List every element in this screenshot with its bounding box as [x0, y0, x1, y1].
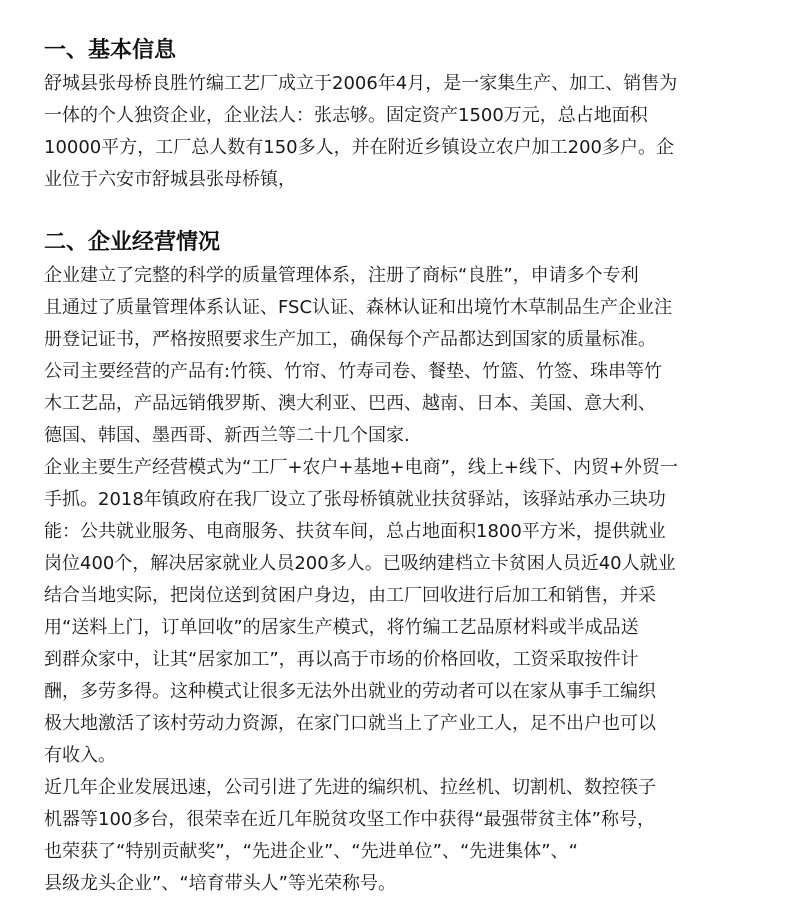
- section-title-basic-info: 一、基本信息: [44, 38, 177, 63]
- text-line: 木工艺品，产品远销俄罗斯、澳大利亚、巴西、越南、日本、美国、意大利、: [44, 393, 656, 414]
- text-line: 酬，多劳多得。这种模式让很多无法外出就业的劳动者可以在家从事手工编织: [44, 681, 656, 702]
- text-line: 舒城县张母桥良胜竹编工艺厂成立于2006年4月，是一家集生产、加工、销售为: [44, 73, 678, 94]
- section-business-operations: [44, 228, 744, 900]
- text-line: 10000平方，工厂总人数有150多人，并在附近乡镇设立农户加工200多户。企: [44, 137, 674, 158]
- text-line: 企业建立了完整的科学的质量管理体系，注册了商标“良胜”，申请多个专利: [44, 265, 639, 286]
- text-line: 也荣获了“特别贡献奖”，“先进企业”、“先进单位”、“先进集体”、“: [44, 841, 578, 862]
- text-line: 手抓。2018年镇政府在我厂设立了张母桥镇就业扶贫驿站，该驿站承办三块功: [44, 489, 666, 510]
- section-basic-info: [44, 36, 744, 196]
- text-line: 用“送料上门，订单回收”的居家生产模式，将竹编工艺品原材料或半成品送: [44, 617, 639, 638]
- text-line: 到群众家中，让其“居家加工”，再以高于市场的价格回收，工资采取按件计: [44, 649, 639, 670]
- text-line: 有收入。: [44, 745, 116, 766]
- paragraph-basic-info: [44, 68, 744, 196]
- section-title-business-operations: 二、企业经营情况: [44, 230, 221, 255]
- text-line: 结合当地实际，把岗位送到贫困户身边，由工厂回收进行后加工和销售，并采: [44, 585, 656, 606]
- text-line: 县级龙头企业”、“培育带头人”等光荣称号。: [44, 873, 396, 894]
- text-line: 能：公共就业服务、电商服务、扶贫车间，总占地面积1800平方米，提供就业: [44, 521, 666, 542]
- text-line: 且通过了质量管理体系认证、FSC认证、森林认证和出境竹木草制品生产企业注: [44, 297, 673, 318]
- text-line: 机器等100多台，很荣幸在近几年脱贫攻坚工作中获得“最强带贫主体”称号，: [44, 809, 656, 830]
- text-line: 极大地激活了该村劳动力资源，在家门口就当上了产业工人，足不出户也可以: [44, 713, 656, 734]
- text-line: 岗位400个，解决居家就业人员200多人。已吸纳建档立卡贫困人员近40人就业: [44, 553, 676, 574]
- text-line: 公司主要经营的产品有:竹筷、竹帘、竹寿司卷、餐垫、竹篮、竹签、珠串等竹: [44, 361, 663, 382]
- text-line: 业位于六安市舒城县张母桥镇，: [44, 169, 296, 190]
- text-line: 德国、韩国、墨西哥、新西兰等二十几个国家.: [44, 425, 410, 446]
- text-line: 册登记证书，严格按照要求生产加工，确保每个产品都达到国家的质量标准。: [44, 329, 656, 350]
- text-line: 一体的个人独资企业，企业法人：张志够。固定资产1500万元，总占地面积: [44, 105, 648, 126]
- paragraph-business-operations: [44, 260, 744, 900]
- text-line: 近几年企业发展迅速，公司引进了先进的编织机、拉丝机、切割机、数控筷子: [44, 777, 656, 798]
- text-line: 企业主要生产经营模式为“工厂+农户+基地+电商”，线上+线下、内贸+外贸一: [44, 457, 679, 478]
